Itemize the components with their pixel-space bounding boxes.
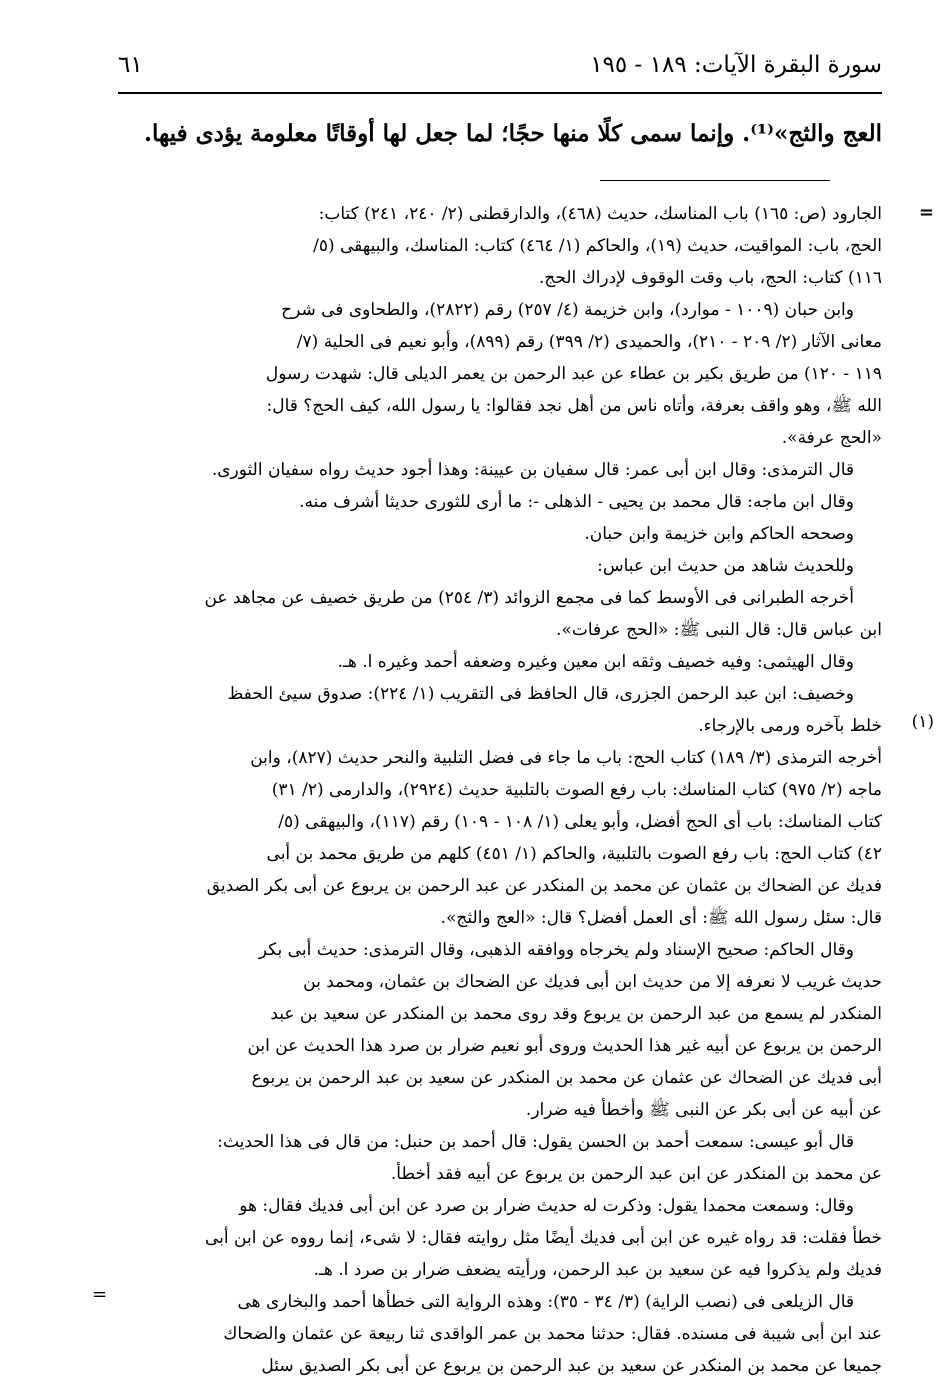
footnote-line: عند ابن أبى شيبة فى مسنده. فقال: حدثنا محمد بن عمر الواقدى ثنا ربيعة عن عثمان والضحاك <box>223 1324 882 1344</box>
footnote-line: وابن حبان (١٠٠٩ - موارد)، وابن خزيمة (٤/ ٢٥٧) رقم (٢٨٢٢)، والطحاوى فى شرح <box>281 300 854 320</box>
main-text: العج والثج»⁽¹⁾. وإنما سمى كلًا منها حجًا؛ لما جعل لها أوقاتًا معلومة يؤدى فيها. <box>144 120 882 147</box>
footnote-line: وقال الهيثمى: وفيه خصيف وثقه ابن معين وغيره وضعفه أحمد وغيره ا. هـ. <box>337 652 854 672</box>
footnote-line: فديك ولم يذكروا فيه عن سعيد بن عبد الرحمن، ورأيته يضعف ضرار بن صرد ا. هـ. <box>313 1260 882 1280</box>
footnote-line: قال الزيلعى فى (نصب الراية) (٣/ ٣٤ - ٣٥): وهذه الرواية التى خطأها أحمد والبخارى هى <box>237 1292 854 1312</box>
header-rule <box>118 92 882 94</box>
footnote-line: ١١٩ - ١٢٠) من طريق بكير بن عطاء عن عبد الرحمن بن يعمر الديلى قال: شهدت رسول <box>265 364 882 384</box>
header-title: سورة البقرة الآيات: ١٨٩ - ١٩٥ <box>590 52 882 78</box>
footnote-separator <box>600 180 830 181</box>
footnote-line: وقال ابن ماجه: قال محمد بن يحيى - الذهلى -: ما أرى للثورى حديثا أشرف منه. <box>299 492 854 512</box>
footnote-line: الله ﷺ، وهو واقف بعرفة، وأتاه ناس من أهل نجد فقالوا: يا رسول الله، كيف الحج؟ قال: <box>266 396 882 416</box>
footnotes <box>118 198 934 1382</box>
footnote-line: ابن عباس قال: قال النبى ﷺ: «الحج عرفات». <box>556 620 882 640</box>
footnote-number: (١) <box>911 712 934 732</box>
footnote-line: معانى الآثار (٢/ ٢٠٩ - ٢١٠)، والحميدى (٢/ ٣٩٩) رقم (٨٩٩)، وأبو نعيم فى الحلية (٧/ <box>296 332 882 352</box>
footnote-line: أخرجه الترمذى (٣/ ١٨٩) كتاب الحج: باب ما جاء فى فضل التلبية والنحر حديث (٨٢٧)، وابن <box>250 748 882 768</box>
footnote-line: عن أبيه عن أبى بكر عن النبى ﷺ وأخطأ فيه ضرار. <box>525 1100 882 1120</box>
footnote-line: خطأ فقلت: قد رواه غيره عن ابن أبى فديك أيضًا مثل روايته فقال: لا شىء، إنما رووه عن ابن أبى <box>205 1228 882 1248</box>
footnote-line: أبى فديك عن الضحاك عن عثمان عن محمد بن المنكدر عن سعيد بن عبد الرحمن بن يربوع <box>251 1068 882 1088</box>
footnote-line: كتاب المناسك: باب أى الحج أفضل، وأبو يعلى (١/ ١٠٨ - ١٠٩) رقم (١١٧)، والبيهقى (٥/ <box>278 812 882 832</box>
footnote-line: الجارود (ص: ١٦٥) باب المناسك، حديث (٤٦٨)، والدارقطنى (٢/ ٢٤٠، ٢٤١) كتاب: <box>318 204 882 224</box>
footnote-line: وقال الحاكم: صحيح الإسناد ولم يخرجاه ووافقه الذهبى، وقال الترمذى: حديث أبى بكر <box>258 940 854 960</box>
footnote-line: «الحج عرفة». <box>781 428 882 448</box>
footnote-line: المنكدر لم يسمع من عبد الرحمن بن يربوع وقد روى محمد بن المنكدر عن سعيد بن عبد <box>270 1004 882 1024</box>
running-header <box>118 52 882 92</box>
footnote-line: عن محمد بن المنكدر عن ابن عبد الرحمن بن يربوع عن أبيه فقد أخطأ. <box>390 1164 882 1184</box>
footnote-line: جميعا عن محمد بن المنكدر عن سعيد بن عبد الرحمن بن يربوع عن أبى بكر الصديق سئل <box>261 1356 882 1376</box>
footnote-line: الحج، باب: المواقيت، حديث (١٩)، والحاكم (١/ ٤٦٤) كتاب: المناسك، والبيهقى (٥/ <box>313 236 882 256</box>
footnote-line: وصححه الحاكم وابن خزيمة وابن حبان. <box>584 524 854 544</box>
footnote-line: الرحمن بن يربوع عن أبيه غير هذا الحديث وروى أبو نعيم ضرار بن صرد هذا الحديث عن ابن <box>247 1036 882 1056</box>
footnote-line: خلط بآخره ورمى بالإرجاء. <box>698 716 882 736</box>
footnote-line: وخصيف: ابن عبد الرحمن الجزرى، قال الحافظ فى التقريب (١/ ٢٢٤): صدوق سيئ الحفظ <box>227 684 854 704</box>
continuation-mark: = <box>918 202 934 223</box>
footnote-line: ماجه (٢/ ٩٧٥) كتاب المناسك: باب رفع الصوت بالتلبية حديث (٢٩٢٤)، والدارمى (٢/ ٣١) <box>271 780 882 800</box>
bottom-continuation-mark: = <box>92 1284 108 1305</box>
footnote-line: ١١٦) كتاب: الحج، باب وقت الوقوف لإدراك الحج. <box>539 268 882 288</box>
footnote-line: وقال: وسمعت محمدا يقول: وذكرت له حديث ضرار بن صرد عن ابن أبى فديك فقال: هو <box>239 1196 854 1216</box>
footnote-line: قال الترمذى: وقال ابن أبى عمر: قال سفيان بن عيينة: وهذا أجود حديث رواه سفيان الثورى. <box>211 460 854 480</box>
page-number: ٦١ <box>118 52 143 78</box>
footnote-line: قال: سئل رسول الله ﷺ: أى العمل أفضل؟ قال: «العج والثج». <box>440 908 882 928</box>
footnote-line: ٤٢) كتاب الحج: باب رفع الصوت بالتلبية، والحاكم (١/ ٤٥١) كلهم من طريق محمد بن أبى <box>266 844 882 864</box>
footnote-line: فديك عن الضحاك بن عثمان عن محمد بن المنكدر عن عبد الرحمن بن يربوع عن أبى بكر الصديق <box>206 876 882 896</box>
footnote-line: أخرجه الطبرانى فى الأوسط كما فى مجمع الزوائد (٣/ ٢٥٤) من طريق خصيف عن مجاهد عن <box>204 588 854 608</box>
footnote-line: وللحديث شاهد من حديث ابن عباس: <box>597 556 854 576</box>
footnote-lines <box>118 198 882 1382</box>
footnote-line: حديث غريب لا نعرفه إلا من حديث ابن أبى فديك عن الضحاك بن عثمان، ومحمد بن <box>303 972 882 992</box>
footnote-line: قال أبو عيسى: سمعت أحمد بن الحسن يقول: قال أحمد بن حنبل: من قال فى هذا الحديث: <box>217 1132 854 1152</box>
